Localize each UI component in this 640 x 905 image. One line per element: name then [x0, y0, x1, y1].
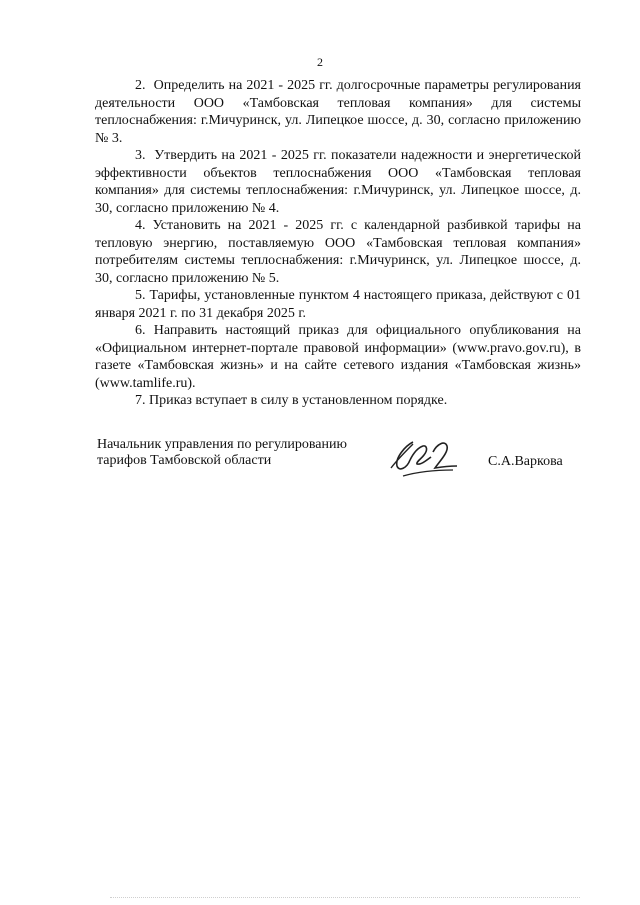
paragraph-item-7: 7. Приказ вступает в силу в установленном порядке. [135, 393, 448, 408]
signatory-title-line-2: тарифов Тамбовской области [97, 453, 272, 468]
signatory-title-line-1: Начальник управления по регулированию [97, 437, 347, 452]
document-body [95, 77, 581, 410]
paragraph-item-6: 6. Направить настоящий приказ для официального опубликования на «Официальном интернет-портале правовой информации» (www.pravo.gov.ru), в газете «Тамбовская жизнь» и на сайте сетевого издания «Тамбовская жизнь» (www.tamlife.ru). [95, 323, 581, 391]
paragraph-item-3: 3. Утвердить на 2021 - 2025 гг. показатели надежности и энергетической эффективности объектов теплоснабжения ООО «Тамбовская тепловая компания» для системы теплоснабжения: г.Мичуринск, ул. Липецкое шоссе, д. 30, согласно приложению № 4. [95, 148, 581, 216]
paragraph-item-2: 2. Определить на 2021 - 2025 гг. долгосрочные параметры регулирования деятельности ООО «Тамбовская тепловая компания» для системы теплоснабжения: г.Мичуринск, ул. Липецкое шоссе, д. 30, согласно приложению № 3. [95, 78, 581, 146]
signatory-name: С.А.Варкова [488, 454, 563, 469]
page-number: 2 [317, 55, 323, 69]
handwritten-signature [383, 432, 465, 482]
signatory-title [97, 437, 397, 469]
scan-edge-artifact [110, 897, 580, 899]
paragraph-item-5: 5. Тарифы, установленные пунктом 4 настоящего приказа, действуют с 01 января 2021 г. по 31 декабря 2025 г. [95, 288, 581, 321]
paragraph-item-4: 4. Установить на 2021 - 2025 гг. с календарной разбивкой тарифы на тепловую энергию, поставляемую ООО «Тамбовская тепловая компания» потребителям системы теплоснабжения: г.Мичуринск, ул. Липецкое шоссе, д. 30, согласно приложению № 5. [95, 218, 581, 286]
